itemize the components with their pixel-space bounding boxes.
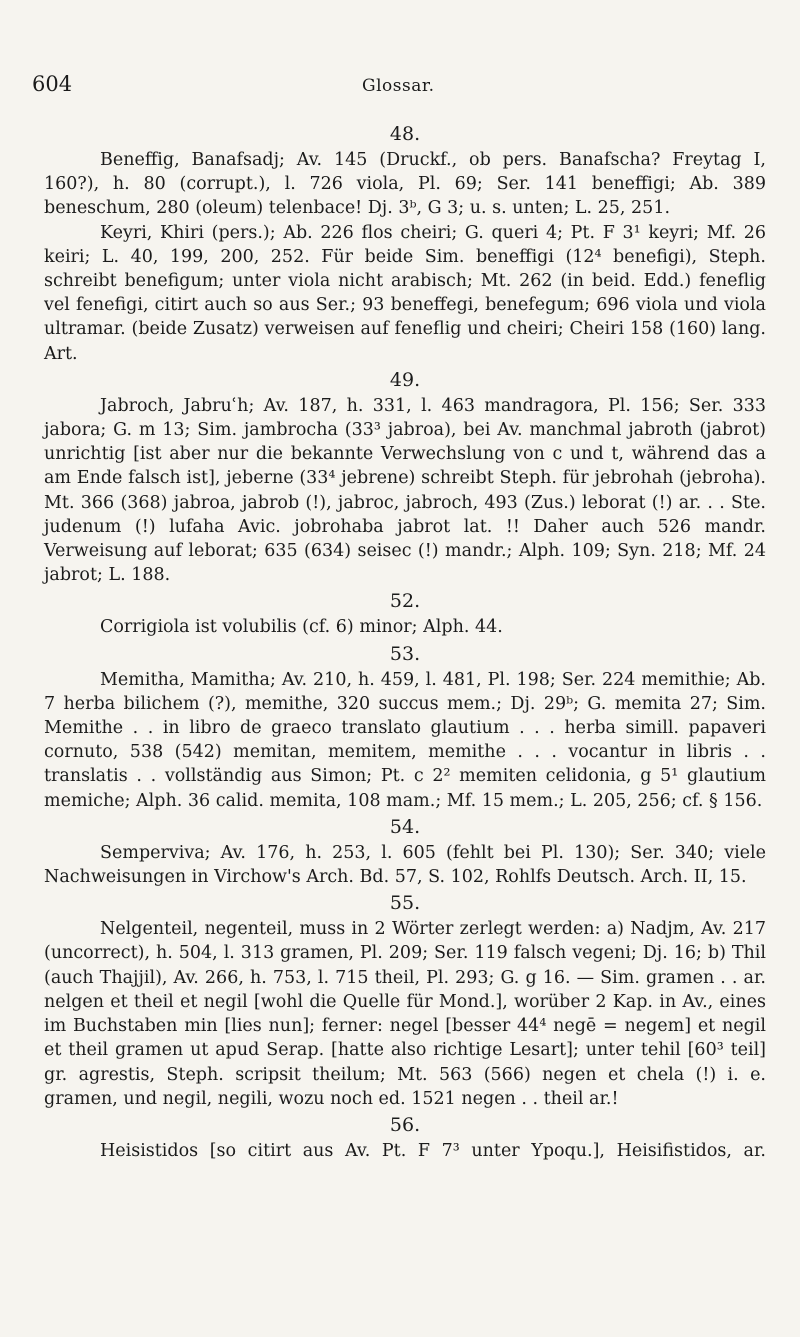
entry-49 — [44, 394, 766, 588]
entry-48 — [44, 148, 766, 366]
section-number-48: 48. — [389, 123, 421, 145]
entry-paragraph: Nelgenteil, negenteil, muss in 2 Wörter zerlegt werden: a) Nadjm, Av. 217 (uncorrect), h. 504, l. 313 gramen, Pl. 209; Ser. 119 falsch vegeni; Dj. 16; b) Thil (auch Thajjil), Av. 266, h. 753, l. 715 theil, Pl. 293; G. g 16. — Sim. gramen . . ar. nelgen et theil et negil [wohl die Quelle für Mond.], worüber 2 Kap. in Av., eines im Buchstaben min [lies nun]; ferner: negel [besser 44⁴ negē = negem] et negil et theil gramen ut apud Serap. [hatte also richtige Lesart]; unter tehil [60³ teil] gr. agrestis, Steph. scripsit theilum; Mt. 563 (566) negen et chela (!) i. e. gramen, und negil, negili, wozu noch ed. 1521 negen . . theil ar.! — [44, 919, 766, 1109]
glossary-body — [44, 120, 766, 1163]
entry-paragraph: Beneffig, Banafsadj; Av. 145 (Druckf., ob pers. Banafscha? Freytag I, 160?), h. 80 (corrupt.), l. 726 viola, Pl. 69; Ser. 141 beneffigi; Ab. 389 beneschum, 280 (oleum) telenbace! Dj. 3ᵇ, G 3; u. s. unten; L. 25, 251. — [44, 150, 766, 219]
entry-55 — [44, 917, 766, 1111]
entry-56 — [44, 1139, 766, 1163]
entry-paragraph: Keyri, Khiri (pers.); Ab. 226 flos cheiri; G. queri 4; Pt. F 3¹ keyri; Mf. 26 keiri; L. 40, 199, 200, 252. Für beide Sim. beneffigi (12⁴ benefigi), Steph. schreibt benefigum; unter viola nicht arabisch; Mt. 262 (in beid. Edd.) feneflig vel fenefigi, citirt auch so aus Ser.; 93 beneffegi, benefegum; 696 viola und viola ultramar. (beide Zusatz) verweisen auf feneflig und cheiri; Cheiri 158 (160) lang. Art. — [44, 222, 766, 364]
entry-paragraph: Jabroch, Jabruʿh; Av. 187, h. 331, l. 463 mandragora, Pl. 156; Ser. 333 jabora; G. m 13; Sim. jambrocha (33³ jabroa), bei Av. manchmal jabroth (jabrot) unrichtig [ist aber nur die bekannte Verwechslung von c und t, während das a am Ende falsch ist], jeberne (33⁴ jebrene) schreibt Steph. für jebrohah (jebroha). Mt. 366 (368) jabroa, jabrob (!), jabroc, jabroch, 493 (Zus.) leborat (!) ar. . . Ste. judenum (!) lufaha Avic. jobrohaba jabrot lat. !! Daher auch 526 mandr. Verweisung auf leborat; 635 (634) seisec (!) mandr.; Alph. 109; Syn. 218; Mf. 24 jabrot; L. 188. — [44, 395, 766, 586]
entry-paragraph: Corrigiola ist volubilis (cf. 6) minor; Alph. 44. — [100, 617, 503, 638]
section-number-55: 55. — [389, 892, 421, 915]
section-number-53: 53. — [389, 642, 421, 665]
entry-52 — [44, 615, 766, 639]
entry-53 — [44, 668, 766, 813]
page-number: 604 — [32, 72, 73, 96]
section-number-54: 54. — [389, 815, 421, 838]
entry-paragraph: Memitha, Mamitha; Av. 210, h. 459, l. 481, Pl. 198; Ser. 224 memithie; Ab. 7 herba bilichem (?), memithe, 320 succus mem.; Dj. 29ᵇ; G. memita 27; Sim. Memithe . . in libro de graeco translato glautium . . . herba simill. papaveri cornuto, 538 (542) memitan, memitem, memithe . . . vocantur in libris . . translatis . . vollständig aus Simon; Pt. c 2² memiten celidonia, g 5¹ glautium memiche; Alph. 36 calid. memita, 108 mam.; Mf. 15 mem.; L. 205, 256; cf. § 156. — [44, 669, 766, 811]
section-number-52: 52. — [389, 590, 421, 613]
running-head — [32, 72, 760, 102]
entry-paragraph: Semperviva; Av. 176, h. 253, l. 605 (fehlt bei Pl. 130); Ser. 340; viele Nachweisungen in Virchow's Arch. Bd. 57, S. 102, Rohlfs Deutsch. Arch. II, 15. — [44, 842, 766, 888]
entry-54 — [44, 841, 766, 889]
entry-paragraph: Heisistidos [so citirt aus Av. Pt. F 7³ unter Ypoqu.], Heisifistidos, ar. — [100, 1140, 766, 1161]
section-number-49: 49. — [389, 368, 421, 391]
section-number-56: 56. — [389, 1113, 421, 1136]
running-title: Glossar. — [362, 76, 435, 96]
